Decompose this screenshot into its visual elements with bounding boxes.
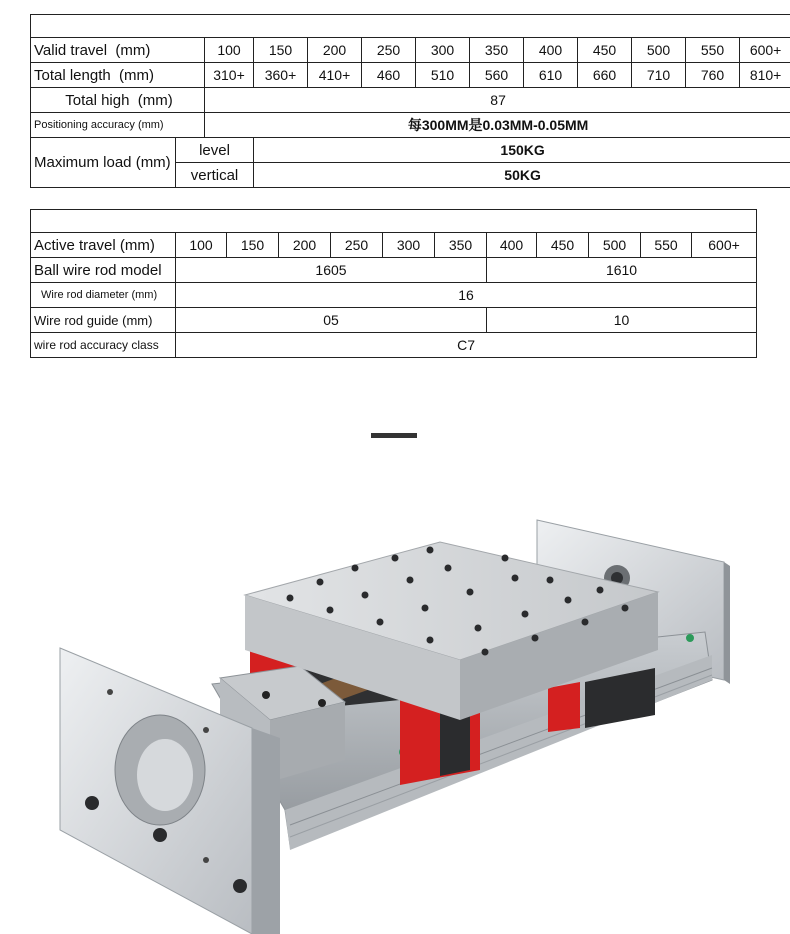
- table-row-valid-travel: [31, 38, 790, 63]
- cell: 660: [578, 63, 632, 88]
- cell: 350: [470, 38, 524, 63]
- vertical-label: vertical: [176, 163, 254, 188]
- max-load-label: Maximum load (mm): [31, 138, 176, 188]
- table-row-active-travel: [31, 233, 757, 258]
- total-length-label: Total length (mm): [31, 63, 205, 88]
- total-high-label: Total high (mm): [31, 88, 205, 113]
- table-row-total-high: [31, 88, 790, 113]
- cell: 550: [686, 38, 740, 63]
- cell: 550: [641, 233, 692, 258]
- cell: 450: [578, 38, 632, 63]
- cell: 560: [470, 63, 524, 88]
- guide-05: 05: [176, 308, 487, 333]
- accuracy-value: C7: [176, 333, 757, 358]
- cell: 100: [176, 233, 227, 258]
- cell: 500: [589, 233, 641, 258]
- table-header-blank: [31, 210, 757, 233]
- table-row-accuracy: [31, 333, 757, 358]
- cell: 400: [487, 233, 537, 258]
- cell: 410+: [308, 63, 362, 88]
- cell: 300: [416, 38, 470, 63]
- guide-10: 10: [487, 308, 757, 333]
- section-divider: [371, 433, 417, 438]
- cell: 600+: [740, 38, 790, 63]
- positioning-label: Positioning accuracy (mm): [31, 113, 205, 138]
- level-value: 150KG: [254, 138, 790, 163]
- ball-model-label: Ball wire rod model: [31, 258, 176, 283]
- cell: 250: [362, 38, 416, 63]
- ball-model-1605: 1605: [176, 258, 487, 283]
- cell: 710: [632, 63, 686, 88]
- level-label: level: [176, 138, 254, 163]
- cell: 610: [524, 63, 578, 88]
- spec-table-1: [30, 14, 790, 188]
- cell: 200: [279, 233, 331, 258]
- cell: 310+: [205, 63, 254, 88]
- guide-label: Wire rod guide (mm): [31, 308, 176, 333]
- cell: 200: [308, 38, 362, 63]
- cell: 510: [416, 63, 470, 88]
- ball-model-1610: 1610: [487, 258, 757, 283]
- table-row-level: [31, 138, 790, 163]
- active-travel-label: Active travel (mm): [31, 233, 176, 258]
- table-row-ball-model: [31, 258, 757, 283]
- cell: 150: [254, 38, 308, 63]
- cell: 150: [227, 233, 279, 258]
- cell: 400: [524, 38, 578, 63]
- valid-travel-label: Valid travel (mm): [31, 38, 205, 63]
- cell: 300: [383, 233, 435, 258]
- vertical-value: 50KG: [254, 163, 790, 188]
- table-row-total-length: [31, 63, 790, 88]
- table-row-diameter: [31, 283, 757, 308]
- accuracy-label: wire rod accuracy class: [31, 333, 176, 358]
- spec-table-2: [30, 209, 757, 358]
- diameter-label: Wire rod diameter (mm): [31, 283, 176, 308]
- table-header-blank: [31, 15, 790, 38]
- cell: 100: [205, 38, 254, 63]
- positioning-value: 每300MM是0.03MM-0.05MM: [205, 113, 790, 138]
- cell: 500: [632, 38, 686, 63]
- cell: 760: [686, 63, 740, 88]
- table-row-positioning: [31, 113, 790, 138]
- cell: 250: [331, 233, 383, 258]
- cell: 350: [435, 233, 487, 258]
- cell: 450: [537, 233, 589, 258]
- linear-module-photo: [0, 470, 790, 934]
- cell: 460: [362, 63, 416, 88]
- cell: 810+: [740, 63, 790, 88]
- cell: 600+: [692, 233, 757, 258]
- diameter-value: 16: [176, 283, 757, 308]
- cell: 360+: [254, 63, 308, 88]
- total-high-value: 87: [205, 88, 790, 113]
- table-row-guide: [31, 308, 757, 333]
